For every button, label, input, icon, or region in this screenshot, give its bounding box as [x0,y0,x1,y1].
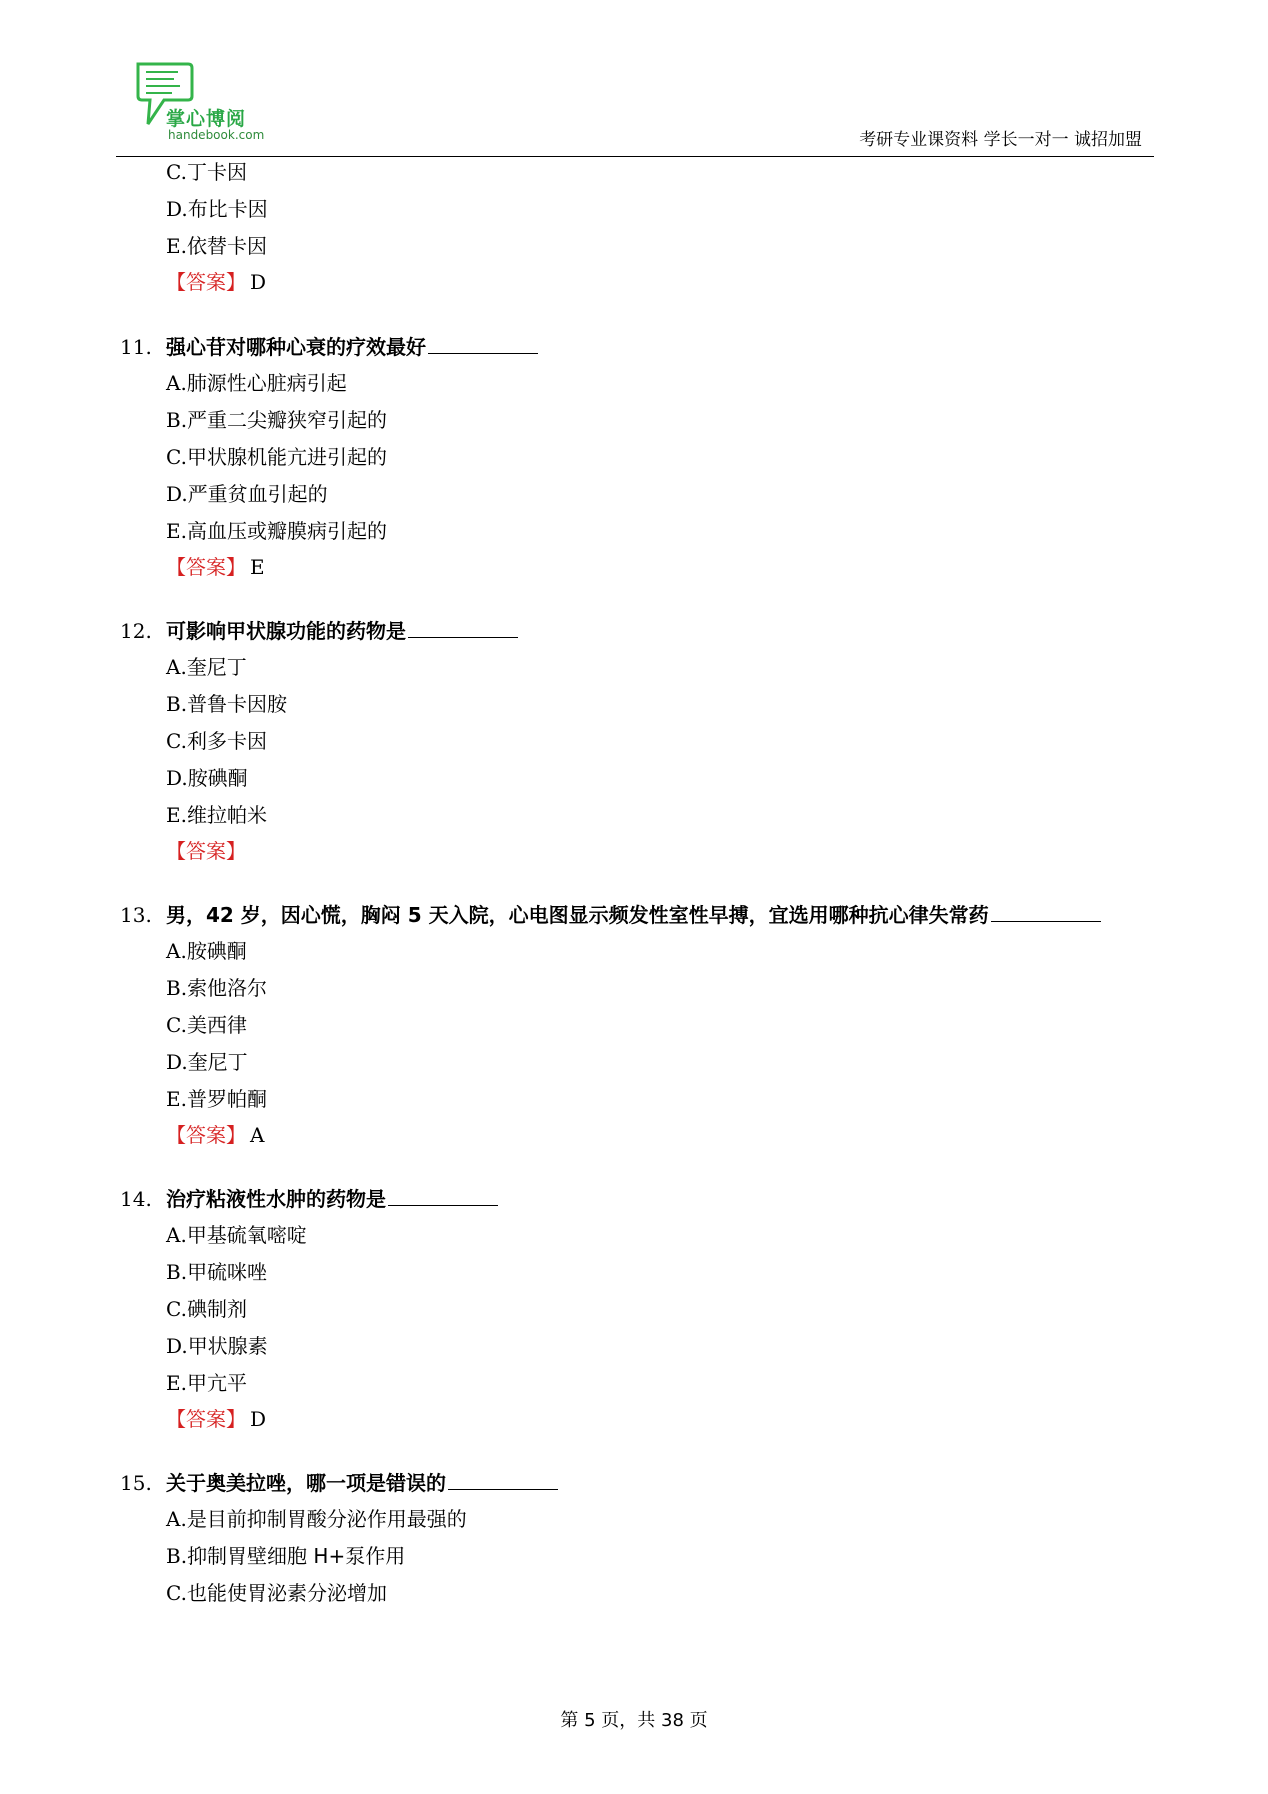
option-item: C.也能使胃泌素分泌增加 [166,1581,387,1605]
option-item: B.严重二尖瓣狭窄引起的 [166,408,388,432]
option-item: E.维拉帕米 [166,803,267,827]
option-item: D.甲状腺素 [166,1334,268,1358]
option-item: A.奎尼丁 [166,655,247,679]
question-stem: 15. 关于奥美拉唑，哪一项是错误的 [120,1469,558,1497]
option-item: D.胺碘酮 [166,766,248,790]
option-item: C.丁卡因 [166,160,247,184]
question-stem: 11. 强心苷对哪种心衰的疗效最好 [120,333,538,361]
option-item: A.肺源性心脏病引起 [166,371,347,395]
option-item: C.美西律 [166,1013,247,1037]
option-item: C.碘制剂 [166,1297,247,1321]
header-tagline: 考研专业课资料 学长一对一 诚招加盟 [859,130,1142,150]
page-header [116,58,1154,157]
question-stem: 14. 治疗粘液性水肿的药物是 [120,1185,498,1213]
option-item: C.甲状腺机能亢进引起的 [166,445,387,469]
answer-blank [388,1185,498,1206]
answer-blank [408,617,518,638]
option-item: A.甲基硫氧嘧啶 [166,1223,307,1247]
option-item: B.甲硫咪唑 [166,1260,268,1284]
option-item: D.严重贫血引起的 [166,482,328,506]
option-item: E.高血压或瓣膜病引起的 [166,519,387,543]
question-stem: 13. 男，42 岁，因心慌，胸闷 5 天入院，心电图显示频发性室性早搏，宜选用哪种抗心律失常药 [120,901,1101,929]
option-item: E.甲亢平 [166,1371,247,1395]
page-number: 第 5 页，共 38 页 [560,1710,708,1731]
answer-line: 【答案】 E [166,555,265,579]
option-item: B.索他洛尔 [166,976,268,1000]
answer-line: 【答案】 D [166,1407,267,1431]
question-stem: 12. 可影响甲状腺功能的药物是 [120,617,518,645]
answer-blank [448,1469,558,1490]
answer-line: 【答案】 A [166,1123,265,1147]
option-item: B.普鲁卡因胺 [166,692,288,716]
option-item: D.布比卡因 [166,197,268,221]
option-item: D.奎尼丁 [166,1050,248,1074]
option-item: A.胺碘酮 [166,939,247,963]
option-item: B.抑制胃壁细胞 H+泵作用 [166,1544,406,1568]
logo-text: 掌心博阅 [166,108,247,130]
logo-domain: handebook.com [168,128,265,142]
option-item: C.利多卡因 [166,729,267,753]
answer-line: 【答案】 [166,839,246,863]
answer-blank [991,901,1101,922]
option-item: E.普罗帕酮 [166,1087,267,1111]
option-item: E.依替卡因 [166,234,267,258]
answer-blank [428,333,538,354]
option-item: A.是目前抑制胃酸分泌作用最强的 [166,1507,467,1531]
answer-line: 【答案】 D [166,270,267,294]
